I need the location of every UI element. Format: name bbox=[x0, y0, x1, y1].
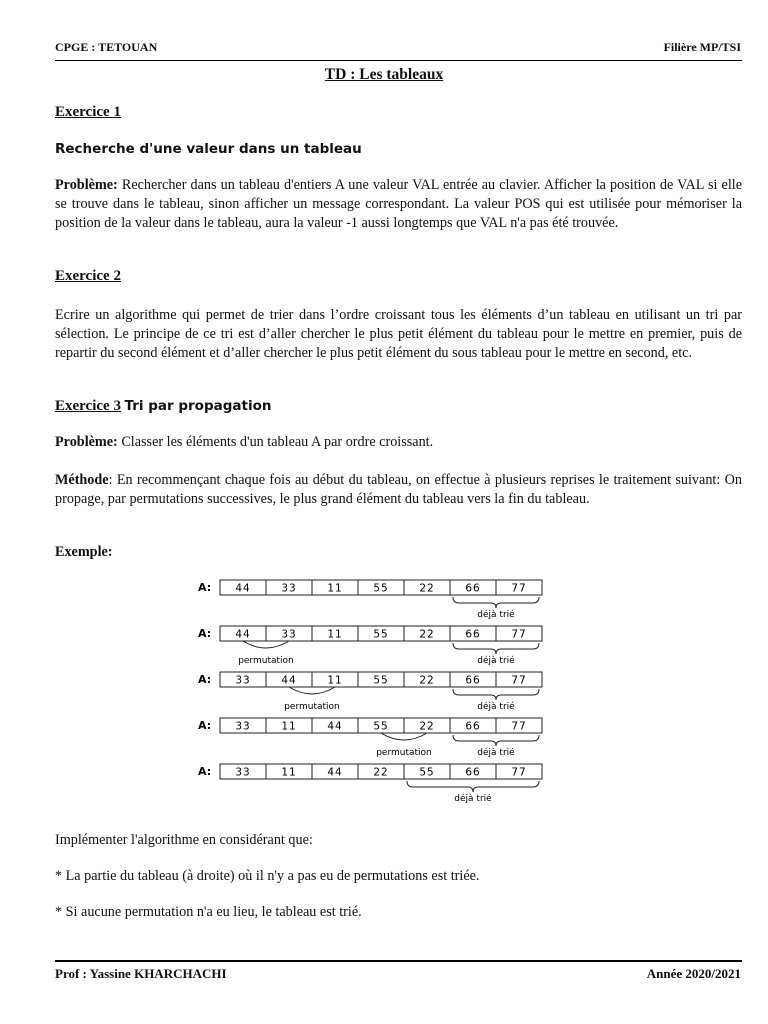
header-rule bbox=[55, 60, 742, 61]
cell-value-5-4: 22 bbox=[373, 766, 389, 779]
permutation-arc-3 bbox=[289, 687, 335, 694]
cell-value-2-6: 66 bbox=[465, 628, 481, 641]
sorted-brace-5 bbox=[407, 781, 539, 792]
cell-value-3-4: 55 bbox=[373, 674, 389, 687]
ex3-method bbox=[55, 471, 742, 509]
cell-value-2-3: 11 bbox=[327, 628, 343, 641]
row-label-5: A: bbox=[198, 765, 212, 778]
cell-value-4-6: 66 bbox=[465, 720, 481, 733]
ex1-title: Exercice 1 bbox=[55, 104, 121, 120]
cell-value-1-1: 44 bbox=[235, 582, 251, 595]
cell-value-3-3: 11 bbox=[327, 674, 343, 687]
page-header bbox=[55, 40, 741, 58]
cell-value-4-3: 44 bbox=[327, 720, 343, 733]
cell-value-5-3: 44 bbox=[327, 766, 343, 779]
cell-value-2-1: 44 bbox=[235, 628, 251, 641]
ex3-method-text: : En recommençant chaque fois au début du tableau, on effectue à plusieurs reprises le traitement suivant: On propage, par permutations successives, le plus grand élément du tableau vers la fin du tableau. bbox=[55, 472, 742, 507]
row-label-1: A: bbox=[198, 581, 212, 594]
ex1-subtitle: Recherche d'une valeur dans un tableau bbox=[55, 141, 362, 157]
sorted-label-2: déjà trié bbox=[477, 656, 515, 666]
sort-example-figure bbox=[190, 572, 560, 812]
cell-value-2-7: 77 bbox=[511, 628, 527, 641]
row-label-4: A: bbox=[198, 719, 212, 732]
row-label-3: A: bbox=[198, 673, 212, 686]
ex1-problem bbox=[55, 176, 742, 233]
sorted-brace-1 bbox=[453, 597, 539, 608]
ex2-text: Ecrire un algorithme qui permet de trier dans l’ordre croissant tous les éléments d’un tableau en utilisant un tri par sélection. Le principe de ce tri est d’aller chercher le plus petit élément du tableau pour le mettre en premier, puis de repartir du second élément et d’aller chercher le plus petit élément du sous tableau pour le mettre en second, etc. bbox=[55, 307, 742, 361]
cell-value-1-6: 66 bbox=[465, 582, 481, 595]
cell-value-3-5: 22 bbox=[419, 674, 435, 687]
cell-value-4-5: 22 bbox=[419, 720, 435, 733]
ex3-bullet-2: * Si aucune permutation n'a eu lieu, le tableau est trié. bbox=[55, 904, 362, 920]
ex3-problem bbox=[55, 434, 433, 451]
sorted-label-3: déjà trié bbox=[477, 702, 515, 712]
ex3-bullet-1: * La partie du tableau (à droite) où il n'y a pas eu de permutations est triée. bbox=[55, 868, 480, 884]
ex1-problem-text: Rechercher dans un tableau d'entiers A une valeur VAL entrée au clavier. Afficher la position de VAL si elle se trouve dans le tableau, sinon afficher un message correspondant. La valeur POS qui est utilisée pour mémoriser la position de la valeur dans le tableau, aura la valeur -1 aussi longtemps que VAL n'a pas été trouvée. bbox=[55, 177, 742, 231]
footer-teacher: Prof : Yassine KHARCHACHI bbox=[55, 966, 227, 981]
sorted-label-1: déjà trié bbox=[477, 610, 515, 620]
footer-rule bbox=[55, 960, 742, 962]
sorted-brace-3 bbox=[453, 689, 539, 700]
ex3-problem-text: Classer les éléments d'un tableau A par ordre croissant. bbox=[117, 434, 434, 450]
cell-value-5-1: 33 bbox=[235, 766, 251, 779]
permutation-label-2: permutation bbox=[238, 656, 294, 666]
ex3-subtitle: Tri par propagation bbox=[124, 398, 272, 414]
permutation-arc-4 bbox=[381, 733, 427, 740]
cell-value-4-1: 33 bbox=[235, 720, 251, 733]
cell-value-5-6: 66 bbox=[465, 766, 481, 779]
permutation-label-4: permutation bbox=[376, 748, 432, 758]
sorted-brace-2 bbox=[453, 643, 539, 654]
cell-value-4-7: 77 bbox=[511, 720, 527, 733]
cell-value-1-4: 55 bbox=[373, 582, 389, 595]
footer-year: Année 2020/2021 bbox=[646, 966, 741, 981]
ex3-problem-label: Problème: bbox=[55, 434, 118, 450]
cell-value-3-2: 44 bbox=[281, 674, 297, 687]
cell-value-5-2: 11 bbox=[281, 766, 297, 779]
row-label-2: A: bbox=[198, 627, 212, 640]
cell-value-2-5: 22 bbox=[419, 628, 435, 641]
page-title: TD : Les tableaux bbox=[324, 66, 444, 83]
ex1-problem-label: Problème: bbox=[55, 177, 118, 193]
cell-value-5-7: 77 bbox=[511, 766, 527, 779]
ex2-title: Exercice 2 bbox=[55, 268, 121, 284]
cell-value-1-3: 11 bbox=[327, 582, 343, 595]
header-school: CPGE : TETOUAN bbox=[55, 40, 158, 54]
cell-value-4-4: 55 bbox=[373, 720, 389, 733]
ex3-example-label: Exemple: bbox=[55, 544, 113, 560]
sorted-brace-4 bbox=[453, 735, 539, 746]
ex3-heading bbox=[55, 398, 271, 415]
page-footer bbox=[55, 966, 741, 984]
ex3-implement: Implémenter l'algorithme en considérant que: bbox=[55, 832, 313, 848]
permutation-label-3: permutation bbox=[284, 702, 340, 712]
cell-value-4-2: 11 bbox=[281, 720, 297, 733]
cell-value-5-5: 55 bbox=[419, 766, 435, 779]
ex3-title: Exercice 3 bbox=[55, 398, 121, 414]
cell-value-3-7: 77 bbox=[511, 674, 527, 687]
permutation-arc-2 bbox=[243, 641, 289, 648]
sorted-label-4: déjà trié bbox=[477, 748, 515, 758]
header-track: Filière MP/TSI bbox=[663, 40, 741, 54]
cell-value-3-6: 66 bbox=[465, 674, 481, 687]
cell-value-3-1: 33 bbox=[235, 674, 251, 687]
cell-value-2-2: 33 bbox=[281, 628, 297, 641]
cell-value-1-2: 33 bbox=[281, 582, 297, 595]
cell-value-2-4: 55 bbox=[373, 628, 389, 641]
sorted-label-5: déjà trié bbox=[454, 794, 492, 804]
ex3-method-label: Méthode bbox=[55, 472, 109, 488]
cell-value-1-7: 77 bbox=[511, 582, 527, 595]
cell-value-1-5: 22 bbox=[419, 582, 435, 595]
